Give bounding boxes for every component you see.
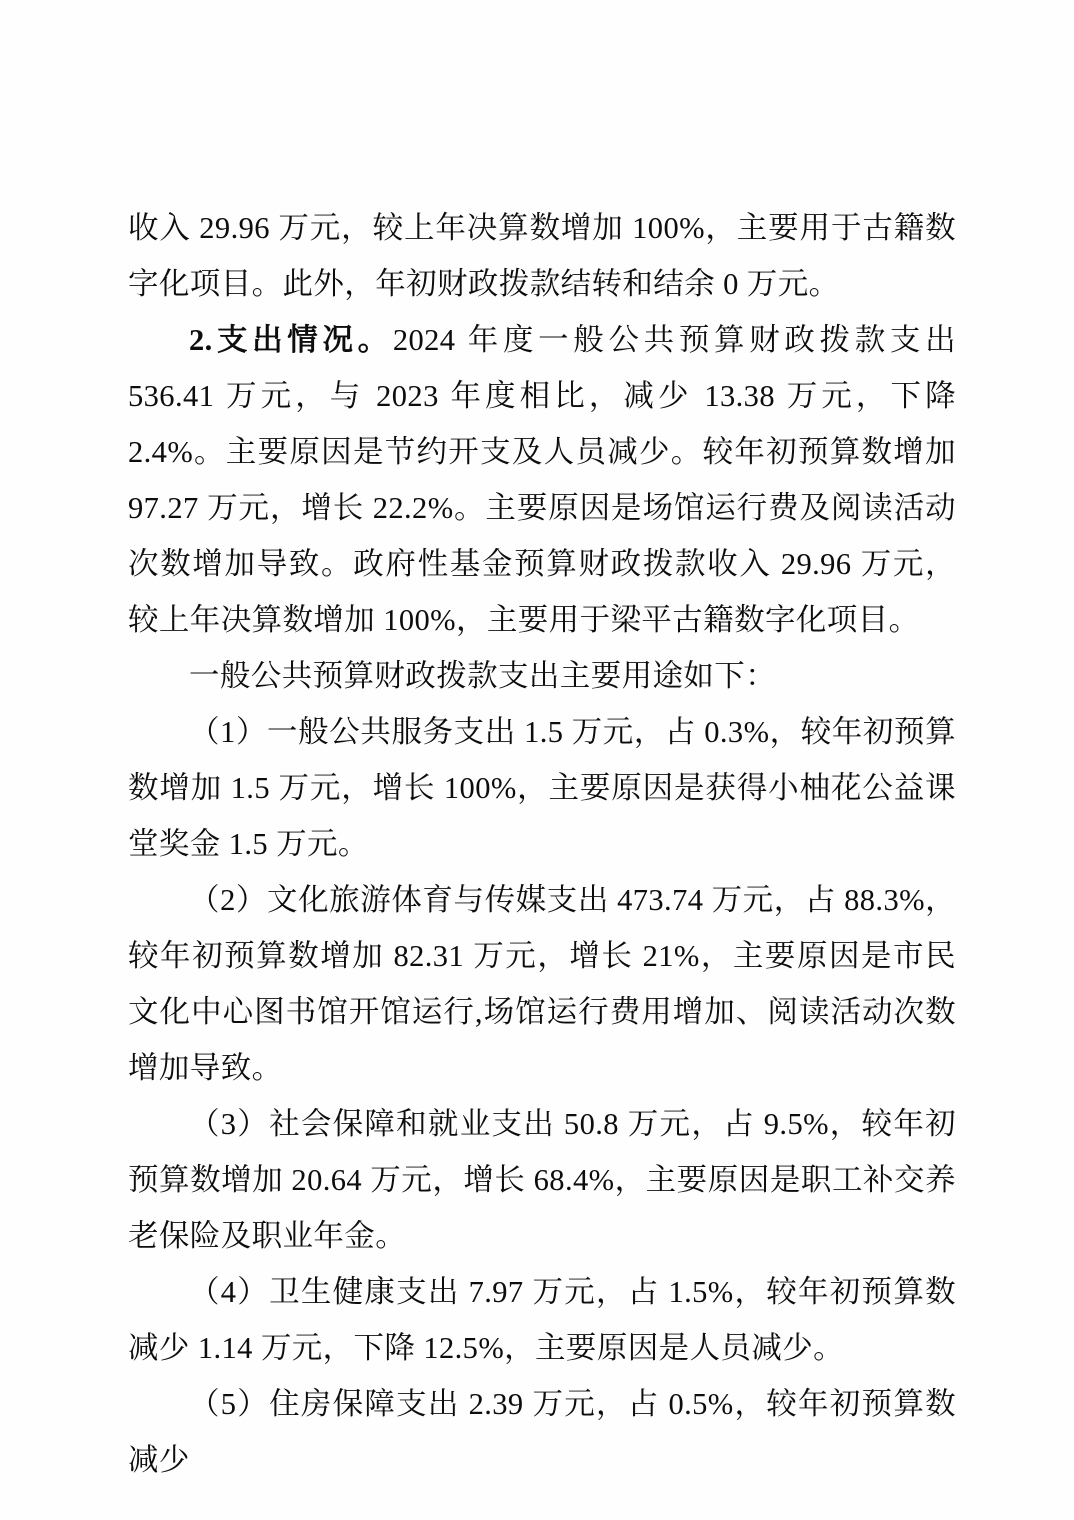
section-heading-expenditure: 2.支出情况。 <box>189 323 393 357</box>
paragraph-item-1: （1）一般公共服务支出 1.5 万元，占 0.3%，较年初预算数增加 1.5 万元，增长 100%，主要原因是获得小柚花公益课堂奖金 1.5 万元。 <box>128 715 956 861</box>
paragraph-expenditure-overview-text: 2024 年度一般公共预算财政拨款支出 536.41 万元，与 2023 年度相比，减少 13.38 万元，下降 2.4%。主要原因是节约开支及人员减少。较年初预算数增加 97.27 万元，增长 22.2%。主要原因是场馆运行费及阅读活动次数增加导致。政府性基金预算财政拨款收入 29.96 万元，较上年决算数增加 100%，主要用于梁平古籍数字化项目。 <box>128 323 956 637</box>
document-body <box>128 200 956 1488</box>
paragraph-item-5: （5）住房保障支出 2.39 万元，占 0.5%，较年初预算数减少 <box>128 1387 956 1477</box>
paragraph-income-continued: 收入 29.96 万元，较上年决算数增加 100%，主要用于古籍数字化项目。此外，年初财政拨款结转和结余 0 万元。 <box>128 211 956 301</box>
paragraph-item-3: （3）社会保障和就业支出 50.8 万元，占 9.5%，较年初预算数增加 20.64 万元，增长 68.4%，主要原因是职工补交养老保险及职业年金。 <box>128 1107 956 1253</box>
paragraph-expenditure-overview <box>128 312 956 648</box>
paragraph-item-2: （2）文化旅游体育与传媒支出 473.74 万元，占 88.3%，较年初预算数增加 82.31 万元，增长 21%，主要原因是市民文化中心图书馆开馆运行,场馆运行费用增加、阅读活动次数增加导致。 <box>128 883 956 1085</box>
paragraph-usage-intro: 一般公共预算财政拨款支出主要用途如下： <box>189 659 777 693</box>
paragraph-item-4: （4）卫生健康支出 7.97 万元，占 1.5%，较年初预算数减少 1.14 万元，下降 12.5%，主要原因是人员减少。 <box>128 1275 956 1365</box>
